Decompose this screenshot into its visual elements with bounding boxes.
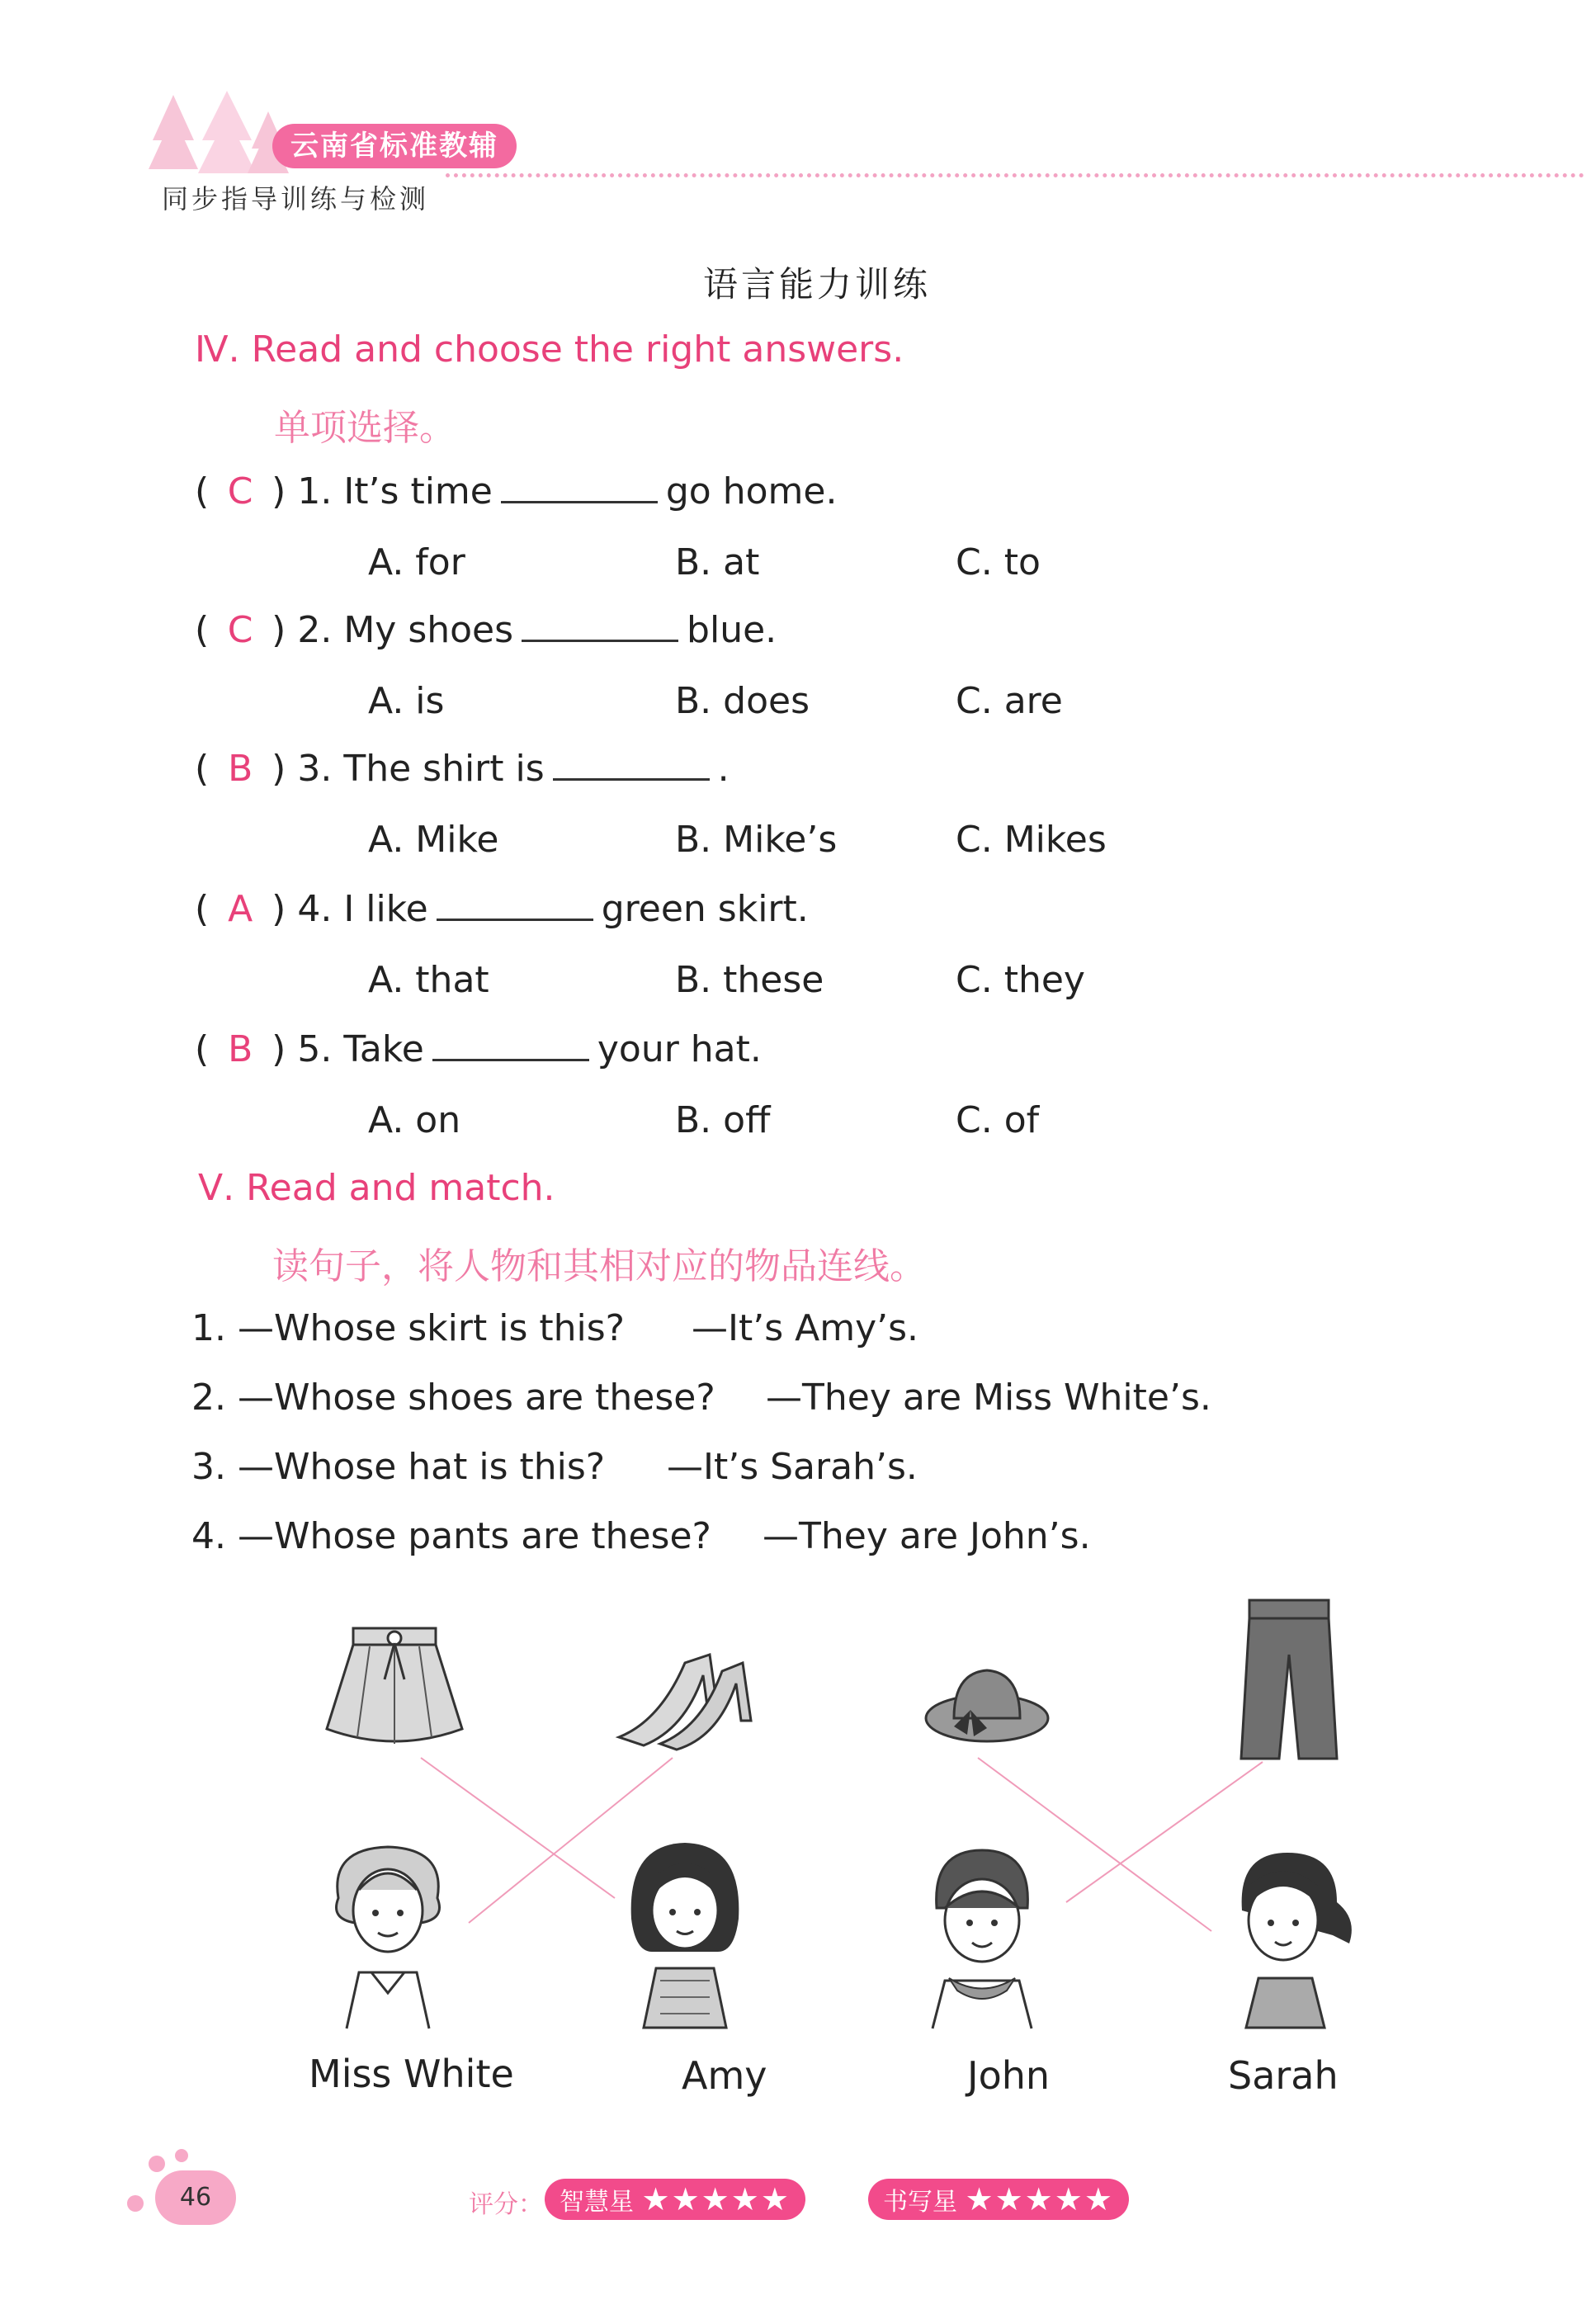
question-1: ( C ) 1. It’s time go home. xyxy=(195,470,838,512)
question-3: ( B ) 3. The shirt is . xyxy=(195,748,730,790)
series-badge: 云南省标准教辅 xyxy=(272,124,517,168)
match-answer-1: —It’s Amy’s. xyxy=(692,1307,919,1349)
star-icons: ★★★★★ xyxy=(641,2181,791,2217)
option-a: A. Mike xyxy=(368,819,499,861)
star-icons: ★★★★★ xyxy=(965,2181,1114,2217)
option-a: A. on xyxy=(368,1099,461,1141)
option-c: C. they xyxy=(956,959,1085,1001)
question-text-after: your hat. xyxy=(597,1028,762,1070)
wisdom-star-rating xyxy=(545,2179,805,2220)
book-title: 同步指导训练与检测 xyxy=(162,183,430,215)
person-name-john: John xyxy=(967,2053,1051,2098)
question-number: 5. xyxy=(297,1028,333,1070)
part5-subheading: 读句子，将人物和其相对应的物品连线。 xyxy=(272,1245,926,1287)
option-c: C. of xyxy=(956,1099,1040,1141)
answer-4: A xyxy=(228,888,253,930)
option-b: B. Mike’s xyxy=(675,819,838,861)
question-number: 2. xyxy=(297,609,333,651)
question-5: ( B ) 5. Take your hat. xyxy=(195,1028,762,1070)
answer-3: B xyxy=(228,748,253,790)
question-text-before: Take xyxy=(343,1028,424,1070)
answer-5: B xyxy=(228,1028,253,1070)
john-icon[interactable] xyxy=(908,1842,1056,2030)
amy-icon[interactable] xyxy=(611,1836,759,2030)
option-c: C. are xyxy=(956,680,1063,722)
section-title: 语言能力训练 xyxy=(703,264,932,305)
question-text-after: go home. xyxy=(665,470,838,512)
option-b: B. off xyxy=(675,1099,771,1141)
match-answer-2: —They are Miss White’s. xyxy=(766,1377,1211,1419)
question-text-before: I like xyxy=(343,888,428,930)
miss-white-icon[interactable] xyxy=(314,1840,462,2030)
answer-1: C xyxy=(227,470,253,512)
option-a: A. is xyxy=(368,680,445,722)
sarah-icon[interactable] xyxy=(1213,1844,1362,2030)
question-text-before: It’s time xyxy=(343,470,493,512)
page-number: 46 xyxy=(155,2170,236,2225)
question-number: 1. xyxy=(297,470,333,512)
match-question-2: 2. —Whose shoes are these? xyxy=(191,1377,715,1419)
person-name-miss-white: Miss White xyxy=(309,2052,514,2096)
option-c: C. to xyxy=(956,541,1041,583)
question-2: ( C ) 2. My shoes blue. xyxy=(195,609,777,651)
score-label: 评分： xyxy=(469,2190,543,2219)
writing-star-label: 书写星 xyxy=(883,2188,957,2217)
person-name-sarah: Sarah xyxy=(1228,2053,1339,2098)
match-answer-4: —They are John’s. xyxy=(763,1515,1091,1557)
question-text-after: blue. xyxy=(687,609,777,651)
option-b: B. at xyxy=(675,541,760,583)
option-a: A. for xyxy=(368,541,465,583)
question-text-before: My shoes xyxy=(343,609,514,651)
person-name-amy: Amy xyxy=(682,2053,767,2098)
part4-heading: Ⅳ. Read and choose the right answers. xyxy=(195,328,904,371)
match-question-4: 4. —Whose pants are these? xyxy=(191,1515,711,1557)
writing-star-rating xyxy=(868,2179,1129,2220)
part4-subheading: 单项选择。 xyxy=(274,407,456,449)
question-number: 4. xyxy=(297,888,333,930)
match-question-3: 3. —Whose hat is this? xyxy=(191,1446,606,1488)
answer-2: C xyxy=(227,609,253,651)
match-question-1: 1. —Whose skirt is this? xyxy=(191,1307,625,1349)
question-text-after: . xyxy=(717,748,730,790)
question-text-after: green skirt. xyxy=(601,888,809,930)
part5-heading: Ⅴ. Read and match. xyxy=(198,1167,555,1209)
wisdom-star-label: 智慧星 xyxy=(560,2188,634,2217)
question-text-before: The shirt is xyxy=(343,748,545,790)
option-b: B. does xyxy=(675,680,810,722)
question-number: 3. xyxy=(297,748,333,790)
option-a: A. that xyxy=(368,959,489,1001)
option-c: C. Mikes xyxy=(956,819,1107,861)
option-b: B. these xyxy=(675,959,824,1001)
match-answer-3: —It’s Sarah’s. xyxy=(667,1446,918,1488)
question-4: ( A ) 4. I like green skirt. xyxy=(195,888,809,930)
